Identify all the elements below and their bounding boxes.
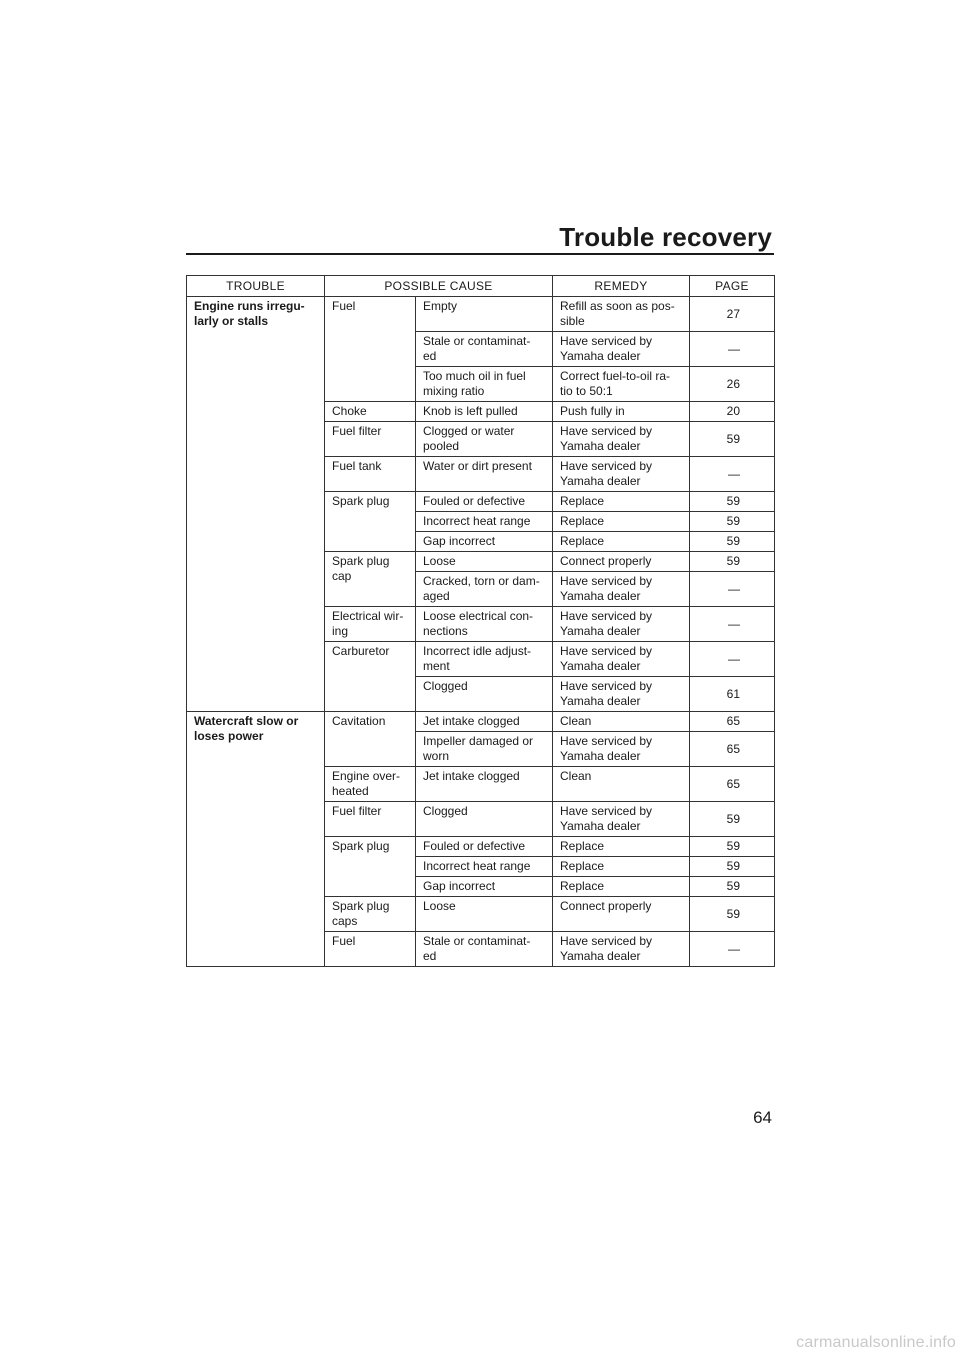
table-header-row [187,276,775,297]
detail-cell: Knob is left pulled [416,402,553,422]
detail-cell: Too much oil in fuel mixing ratio [416,367,553,402]
detail-cell: Incorrect heat range [416,512,553,532]
page-ref-cell: 59 [690,877,775,897]
remedy-cell: Have serviced by Yamaha dealer [553,457,690,492]
remedy-cell: Replace [553,492,690,512]
page-ref-cell: 59 [690,897,775,932]
detail-cell: Loose [416,897,553,932]
page-ref-cell: 59 [690,802,775,837]
cause-cell: Fuel [325,297,416,402]
cause-cell: Carburetor [325,642,416,712]
page-ref-cell: 59 [690,552,775,572]
cause-cell: Fuel filter [325,802,416,837]
cause-cell: Spark plug [325,492,416,552]
page-number: 64 [753,1108,772,1127]
remedy-cell: Have serviced by Yamaha dealer [553,932,690,967]
page-ref-cell: 59 [690,532,775,552]
header-trouble: TROUBLE [187,276,325,297]
page-ref-cell: — [690,572,775,607]
remedy-cell: Refill as soon as pos- sible [553,297,690,332]
remedy-cell: Replace [553,532,690,552]
page-ref-cell: 65 [690,712,775,732]
remedy-cell: Connect properly [553,552,690,572]
table-row [187,297,775,332]
page-ref-cell: 59 [690,422,775,457]
remedy-cell: Have serviced by Yamaha dealer [553,572,690,607]
page-ref-cell: — [690,332,775,367]
detail-cell: Gap incorrect [416,532,553,552]
cause-cell: Choke [325,402,416,422]
detail-cell: Incorrect heat range [416,857,553,877]
page-ref-cell: 20 [690,402,775,422]
remedy-cell: Have serviced by Yamaha dealer [553,422,690,457]
detail-cell: Empty [416,297,553,332]
cause-cell: Fuel [325,932,416,967]
remedy-cell: Have serviced by Yamaha dealer [553,802,690,837]
remedy-cell: Push fully in [553,402,690,422]
title-divider [186,253,774,255]
cause-cell: Fuel filter [325,422,416,457]
detail-cell: Clogged [416,677,553,712]
page-title: Trouble recovery [559,222,772,252]
remedy-cell: Clean [553,767,690,802]
remedy-cell: Correct fuel-to-oil ra- tio to 50:1 [553,367,690,402]
detail-cell: Jet intake clogged [416,767,553,802]
trouble-cell: Engine runs irregu- larly or stalls [187,297,325,712]
detail-cell: Stale or contaminat- ed [416,932,553,967]
header-remedy: REMEDY [553,276,690,297]
header-page: PAGE [690,276,775,297]
trouble-cell: Watercraft slow or loses power [187,712,325,967]
remedy-cell: Replace [553,512,690,532]
remedy-cell: Replace [553,857,690,877]
page-ref-cell: 59 [690,837,775,857]
page-ref-cell: 27 [690,297,775,332]
remedy-cell: Have serviced by Yamaha dealer [553,332,690,367]
remedy-cell: Have serviced by Yamaha dealer [553,677,690,712]
page-ref-cell: 65 [690,767,775,802]
remedy-cell: Clean [553,712,690,732]
cause-cell: Spark plug [325,837,416,897]
page-ref-cell: 65 [690,732,775,767]
detail-cell: Clogged [416,802,553,837]
remedy-cell: Have serviced by Yamaha dealer [553,642,690,677]
page-ref-cell: 59 [690,512,775,532]
remedy-cell: Replace [553,877,690,897]
remedy-cell: Have serviced by Yamaha dealer [553,607,690,642]
detail-cell: Clogged or water pooled [416,422,553,457]
cause-cell: Electrical wir- ing [325,607,416,642]
detail-cell: Loose [416,552,553,572]
detail-cell: Stale or contaminat- ed [416,332,553,367]
remedy-cell: Connect properly [553,897,690,932]
cause-cell: Cavitation [325,712,416,767]
detail-cell: Jet intake clogged [416,712,553,732]
page-ref-cell: — [690,932,775,967]
cause-cell: Spark plug caps [325,897,416,932]
detail-cell: Cracked, torn or dam- aged [416,572,553,607]
detail-cell: Loose electrical con- nections [416,607,553,642]
page-ref-cell: — [690,642,775,677]
watermark: carmanualsonline.info [796,1334,956,1351]
page-ref-cell: — [690,607,775,642]
remedy-cell: Have serviced by Yamaha dealer [553,732,690,767]
detail-cell: Water or dirt present [416,457,553,492]
table-row [187,712,775,732]
detail-cell: Gap incorrect [416,877,553,897]
header-possible-cause: POSSIBLE CAUSE [325,276,553,297]
page-ref-cell: 61 [690,677,775,712]
detail-cell: Impeller damaged or worn [416,732,553,767]
table-body [187,297,775,967]
page-ref-cell: 26 [690,367,775,402]
cause-cell: Engine over- heated [325,767,416,802]
page-ref-cell: 59 [690,492,775,512]
detail-cell: Incorrect idle adjust- ment [416,642,553,677]
detail-cell: Fouled or defective [416,837,553,857]
trouble-table [186,275,775,967]
cause-cell: Spark plug cap [325,552,416,607]
cause-cell: Fuel tank [325,457,416,492]
remedy-cell: Replace [553,837,690,857]
page-ref-cell: — [690,457,775,492]
detail-cell: Fouled or defective [416,492,553,512]
page-ref-cell: 59 [690,857,775,877]
